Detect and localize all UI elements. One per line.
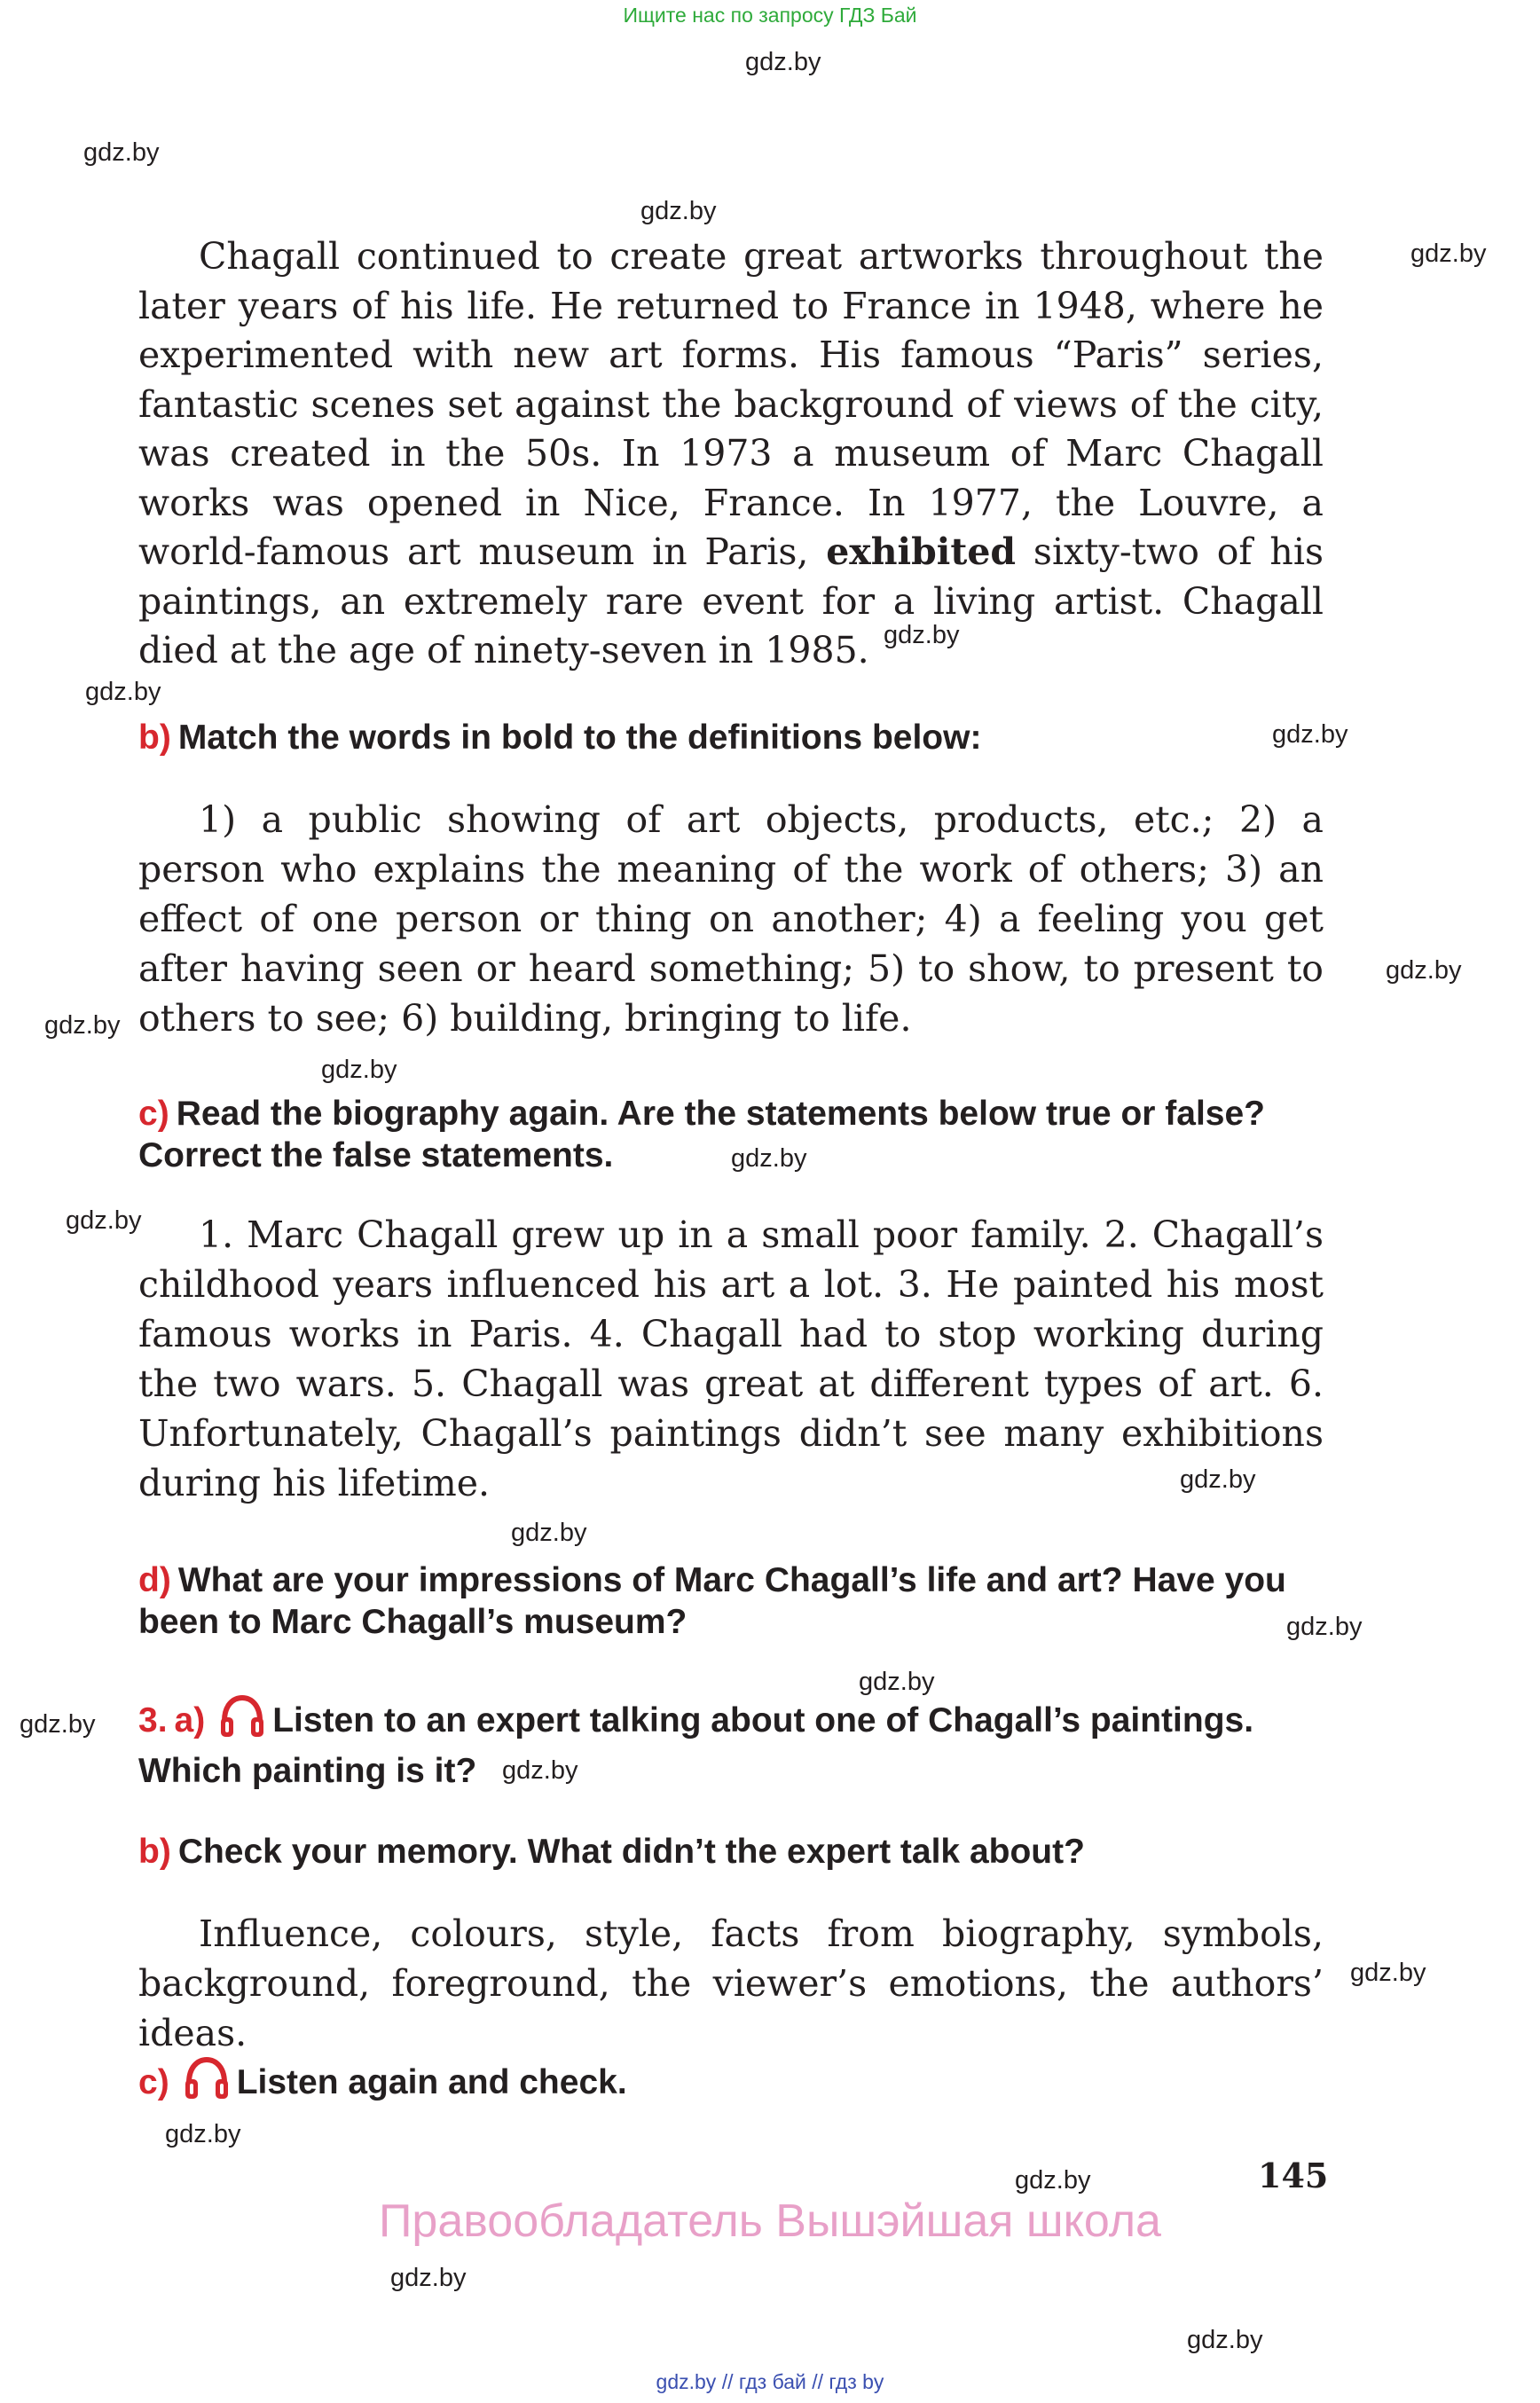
task-letter: b) [138,719,171,757]
memory-list-paragraph [138,1909,1324,2058]
footer-links[interactable]: gdz.by // гдз бай // гдз by [656,2370,884,2393]
task-letter: a) [174,1701,206,1739]
task-text: Read the biography again. Are the statements below true or false? Correct the false statements. [138,1095,1266,1174]
definitions-paragraph [138,795,1324,1043]
paragraph-text: sixty-two of his paintings, an extremely rare event for a living artist. Chagall died at the age of ninety-seven in 1985. [138,530,1324,671]
watermark: gdz.by [1180,1465,1256,1494]
task-text: What are your impressions of Marc Chagall’s life and art? Have you been to Marc Chagall’s museum? [138,1561,1286,1641]
task-3c-instruction [138,2056,1327,2112]
headphones-icon[interactable] [217,1694,267,1750]
watermark: gdz.by [66,1206,142,1235]
statements-paragraph [138,1210,1324,1508]
task-c-instruction [138,1093,1327,1176]
task-text: Listen again and check. [236,2063,627,2101]
watermark: gdz.by [859,1668,935,1696]
task-d-instruction [138,1559,1327,1643]
watermark: gdz.by [85,678,161,706]
top-banner[interactable]: Ищите нас по запросу ГДЗ Бай [623,4,917,27]
watermark: gdz.by [640,197,717,225]
watermark: gdz.by [502,1756,578,1785]
watermark: gdz.by [165,2120,241,2148]
task-text: Check your memory. What didn’t the expert talk about? [177,1833,1085,1871]
watermark: gdz.by [321,1056,397,1084]
task-letter: d) [138,1561,171,1599]
statements-text: 1. Marc Chagall grew up in a small poor family. 2. Chagall’s childhood years influenced his art a lot. 3. He painted his most famous works in Paris. 4. Chagall had to stop working during the two wars. 5. Chagall was great at different types of art. 6. Unfortunately, Chagall’s paintings didn’t see many exhibitions during his lifetime. [138,1213,1324,1504]
watermark: gdz.by [884,621,960,649]
watermark: gdz.by [1015,2166,1091,2195]
biography-paragraph [138,232,1324,676]
watermark: gdz.by [1350,1959,1426,1987]
headphones-icon[interactable] [182,2056,232,2112]
watermark: gdz.by [390,2264,467,2292]
task-3b-instruction [138,1831,1327,1873]
memory-list-text: Influence, colours, style, facts from biography, symbols, background, foreground, the viewer’s emotions, the authors’ ideas. [138,1912,1324,2054]
watermark: gdz.by [1386,956,1462,985]
bold-word-exhibited: exhibited [826,530,1017,573]
task-3a-instruction [138,1694,1327,1792]
task-letter: c) [138,1095,169,1133]
task-text: Match the words in bold to the definitions below: [177,719,982,757]
watermark: gdz.by [83,138,160,167]
page-number: 145 [1258,2156,1329,2195]
watermark: gdz.by [1272,720,1348,749]
task-number: 3. [138,1701,168,1739]
task-text: Listen to an expert talking about one of Chagall’s paintings. Which painting is it? [138,1701,1254,1790]
watermark: gdz.by [1410,240,1487,268]
definitions-text: 1) a public showing of art objects, products, etc.; 2) a person who explains the meaning of the work of others; 3) an effect of one person or thing on another; 4) a feeling you get after having seen or heard something; 5) to show, to present to others to see; 6) building, bringing to life. [138,798,1324,1040]
watermark: gdz.by [44,1011,121,1040]
watermark: gdz.by [745,48,821,76]
copyright-owner: Правообладатель Вышэйшая школа [379,2195,1161,2247]
watermark: gdz.by [20,1710,96,1739]
paragraph-text: Chagall continued to create great artworks throughout the later years of his life. He returned to France in 1948, where he experimented with new art forms. His famous “Paris” series, fantastic scenes set against the background of views of the city, was created in the 50s. In 1973 a museum of Marc Chagall works was opened in Nice, France. In 1977, the Louvre, a world-famous art museum in Paris, [138,235,1324,573]
watermark: gdz.by [511,1519,587,1547]
watermark: gdz.by [1286,1613,1363,1641]
task-b-instruction [138,717,1327,758]
watermark: gdz.by [731,1144,807,1173]
watermark: gdz.by [1187,2326,1263,2354]
task-letter: c) [138,2063,169,2101]
task-letter: b) [138,1833,171,1871]
